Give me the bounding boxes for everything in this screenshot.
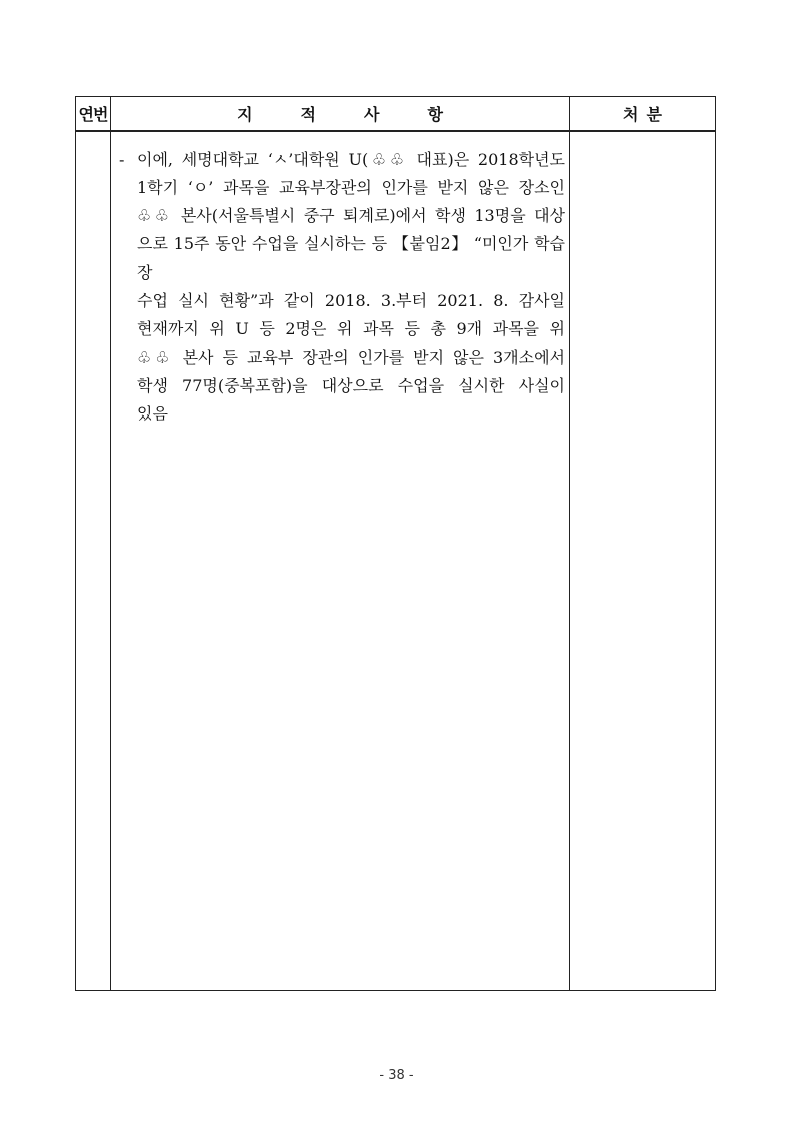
finding-line: 수업 실시 현황”과 같이 2018. 3.부터 2021. 8. 감사일 bbox=[137, 290, 565, 310]
audit-findings-table bbox=[75, 96, 716, 991]
finding-line: 1학기 ‘ㅇ’ 과목을 교육부장관의 인가를 받지 않은 장소인 bbox=[137, 177, 565, 197]
header-findings bbox=[111, 97, 570, 131]
header-disposition bbox=[570, 97, 716, 131]
finding-line: ♧♧ 본사 등 교육부 장관의 인가를 받지 않은 3개소에서 bbox=[137, 347, 565, 367]
finding-lines bbox=[137, 146, 565, 429]
header-serial-number: 연번 bbox=[76, 97, 111, 131]
finding-line: 현재까지 위 U 등 2명은 위 과목 등 총 9개 과목을 위 bbox=[137, 319, 565, 339]
disposition-cell bbox=[570, 131, 716, 991]
finding-cell bbox=[111, 131, 570, 991]
finding-line: 으로 15주 동안 수업을 실시하는 등 【붙임2】 “미인가 학습장 bbox=[137, 234, 565, 282]
bullet-dash: - bbox=[119, 149, 125, 169]
header-disposition-label: 처분 bbox=[623, 104, 670, 124]
finding-line: ♧♧ 본사(서울특별시 중구 퇴계로)에서 학생 13명을 대상 bbox=[137, 206, 565, 226]
table-row bbox=[76, 131, 716, 991]
header-findings-label: 지적사항 bbox=[237, 104, 491, 124]
table-header-row bbox=[76, 97, 716, 131]
serial-number-cell bbox=[76, 131, 111, 991]
page-number: - 38 - bbox=[379, 1068, 414, 1083]
finding-line: 있음 bbox=[137, 404, 168, 424]
finding-text bbox=[119, 146, 565, 429]
finding-line: 이에, 세명대학교 ‘ㅅ’대학원 U(♧♧ 대표)은 2018학년도 bbox=[137, 149, 565, 169]
finding-line: 학생 77명(중복포함)을 대상으로 수업을 실시한 사실이 bbox=[137, 375, 565, 395]
